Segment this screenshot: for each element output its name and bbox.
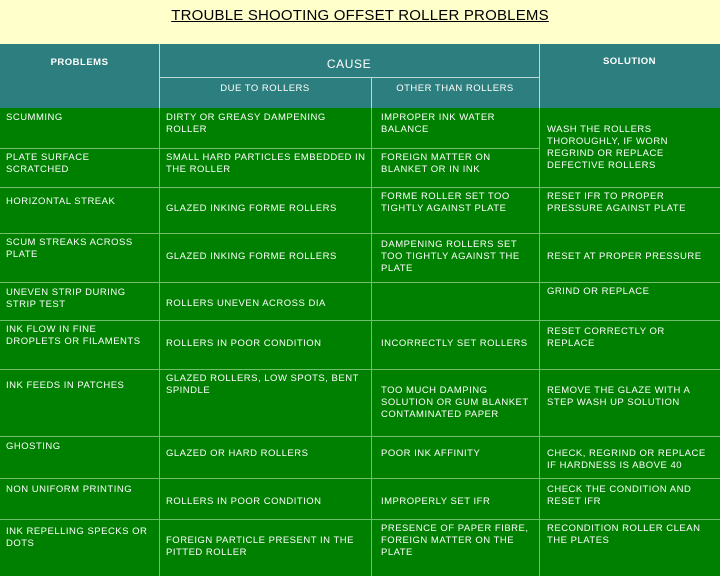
solution-cell: RESET CORRECTLY OR REPLACE [547,326,665,349]
grid-line [159,44,160,108]
solution-cell: WASH THE ROLLERS THOROUGHLY, IF WORN REGRIND OR REPLACE DEFECTIVE ROLLERS [547,124,669,171]
due-cell: GLAZED ROLLERS, LOW SPOTS, BENT SPINDLE [166,373,359,396]
solution-cell: CHECK, REGRIND OR REPLACE IF HARDNESS IS ABOVE 40 [547,448,706,471]
header-other-than-rollers: OTHER THAN ROLLERS [371,77,539,108]
other-cell: FOREIGN MATTER ON BLANKET OR IN INK [381,152,491,175]
other-cell: FORME ROLLER SET TOO TIGHTLY AGAINST PLATE [381,191,510,214]
due-cell: GLAZED INKING FORME ROLLERS [166,203,337,214]
grid-line [0,233,720,234]
due-cell: ROLLERS UNEVEN ACROSS DIA [166,298,326,309]
grid-line [0,148,539,149]
other-cell: IMPROPERLY SET IFR [381,496,491,507]
grid-line [0,282,720,283]
problem-cell: NON UNIFORM PRINTING [6,484,133,495]
other-cell: INCORRECTLY SET ROLLERS [381,338,528,349]
grid-line [0,519,720,520]
header-due-to-rollers: DUE TO ROLLERS [159,77,371,108]
problem-cell: INK REPELLING SPECKS OR DOTS [6,526,148,549]
problem-cell: PLATE SURFACE SCRATCHED [6,152,90,175]
solution-cell: RESET IFR TO PROPER PRESSURE AGAINST PLATE [547,191,686,214]
grid-line [159,108,160,576]
problem-cell: INK FLOW IN FINE DROPLETS OR FILAMENTS [6,324,141,347]
problem-cell: HORIZONTAL STREAK [6,196,116,207]
grid-line [0,187,720,188]
problem-cell: INK FEEDS IN PATCHES [6,380,125,391]
grid-line [0,369,720,370]
grid-line [371,77,372,108]
problem-cell: SCUM STREAKS ACROSS PLATE [6,237,133,260]
other-cell: IMPROPER INK WATER BALANCE [381,112,496,135]
solution-cell: REMOVE THE GLAZE WITH A STEP WASH UP SOLUTION [547,385,690,408]
header-cause: CAUSE [159,44,539,77]
due-cell: SMALL HARD PARTICLES EMBEDDED IN THE ROLLER [166,152,366,175]
page-title: TROUBLE SHOOTING OFFSET ROLLER PROBLEMS [171,7,549,24]
grid-line [0,478,720,479]
grid-line [159,77,539,78]
grid-line [539,108,540,576]
other-cell: POOR INK AFFINITY [381,448,481,459]
due-cell: FOREIGN PARTICLE PRESENT IN THE PITTED ROLLER [166,535,354,558]
solution-cell: RECONDITION ROLLER CLEAN THE PLATES [547,523,701,546]
due-cell: DIRTY OR GREASY DAMPENING ROLLER [166,112,326,135]
solution-cell: GRIND OR REPLACE [547,286,650,297]
grid-line [539,44,540,108]
due-cell: GLAZED INKING FORME ROLLERS [166,251,337,262]
solution-cell: CHECK THE CONDITION AND RESET IFR [547,484,692,507]
due-cell: ROLLERS IN POOR CONDITION [166,338,322,349]
problem-cell: SCUMMING [6,112,63,123]
header-problems: PROBLEMS [0,44,159,108]
problem-cell: GHOSTING [6,441,61,452]
due-cell: ROLLERS IN POOR CONDITION [166,496,322,507]
other-cell: DAMPENING ROLLERS SET TOO TIGHTLY AGAINST THE PLATE [381,239,520,274]
other-cell: TOO MUCH DAMPING SOLUTION OR GUM BLANKET CONTAMINATED PAPER [381,385,529,420]
grid-line [0,436,720,437]
trouble-shooting-table [0,44,720,576]
solution-cell: RESET AT PROPER PRESSURE [547,251,702,262]
other-cell: PRESENCE OF PAPER FIBRE, FOREIGN MATTER ON THE PLATE [381,523,529,558]
grid-line [371,108,372,576]
due-cell: GLAZED OR HARD ROLLERS [166,448,309,459]
header-solution: SOLUTION [539,44,720,108]
problem-cell: UNEVEN STRIP DURING STRIP TEST [6,287,126,310]
grid-line [0,320,720,321]
